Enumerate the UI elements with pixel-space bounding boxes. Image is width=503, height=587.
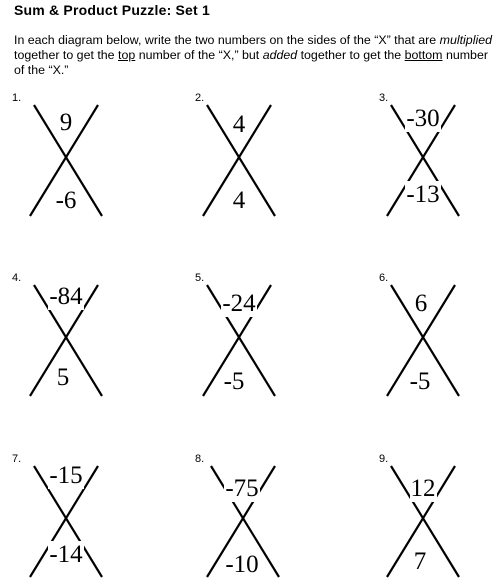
puzzle-top-number: 12 <box>410 475 436 502</box>
puzzle-bottom-number: -5 <box>409 368 431 395</box>
puzzle-number: 3. <box>379 92 389 104</box>
puzzle-top-number: -15 <box>49 462 83 489</box>
puzzle-number: 7. <box>12 453 22 465</box>
puzzle-top-number: 6 <box>414 290 428 317</box>
puzzle-top-number: -24 <box>222 290 256 317</box>
puzzle-number: 1. <box>12 92 22 104</box>
instructions-text: together to get the <box>297 48 405 62</box>
puzzle-6 <box>379 272 489 402</box>
puzzle-bottom-number: -6 <box>55 187 77 214</box>
puzzle-bottom-number: -5 <box>223 368 245 395</box>
puzzle-number: 9. <box>379 453 389 465</box>
puzzle-top-number: -75 <box>225 475 259 502</box>
puzzle-3 <box>379 92 489 222</box>
puzzle-1 <box>12 92 122 222</box>
puzzle-number: 4. <box>12 272 22 284</box>
puzzle-bottom-number: 5 <box>56 364 70 391</box>
puzzle-9 <box>379 453 489 583</box>
puzzle-8 <box>195 453 305 583</box>
puzzle-4 <box>12 272 122 402</box>
puzzle-number: 8. <box>195 453 205 465</box>
puzzle-number: 6. <box>379 272 389 284</box>
puzzle-number: 2. <box>195 92 205 104</box>
puzzle-5 <box>195 272 305 402</box>
puzzle-bottom-number: 7 <box>413 548 427 575</box>
worksheet-title: Sum & Product Puzzle: Set 1 <box>14 2 210 18</box>
instructions-text: In each diagram below, write the two numbers on the sides of the “X” that are <box>14 33 440 47</box>
instructions-text: together to get the <box>14 48 119 62</box>
puzzle-top-number: -30 <box>406 105 440 132</box>
instructions-text: number of the “X,” but <box>135 48 263 62</box>
puzzle-top-number: -84 <box>49 283 83 310</box>
puzzle-7 <box>12 453 122 583</box>
instructions-added: added <box>262 48 298 62</box>
instructions-multiplied: multiplied <box>439 33 492 47</box>
puzzle-bottom-number: -13 <box>406 181 440 208</box>
puzzle-number: 5. <box>195 272 205 284</box>
puzzle-bottom-number: -14 <box>49 541 83 568</box>
instructions-bottom: bottom <box>404 48 443 62</box>
instructions <box>14 33 499 78</box>
puzzle-2 <box>195 92 305 222</box>
puzzle-bottom-number: -10 <box>225 551 259 578</box>
instructions-text: number of the “X.” <box>14 48 488 77</box>
instructions-top: top <box>118 48 136 62</box>
puzzle-top-number: 9 <box>59 109 73 136</box>
puzzle-top-number: 4 <box>232 111 246 138</box>
puzzle-bottom-number: 4 <box>232 187 246 214</box>
